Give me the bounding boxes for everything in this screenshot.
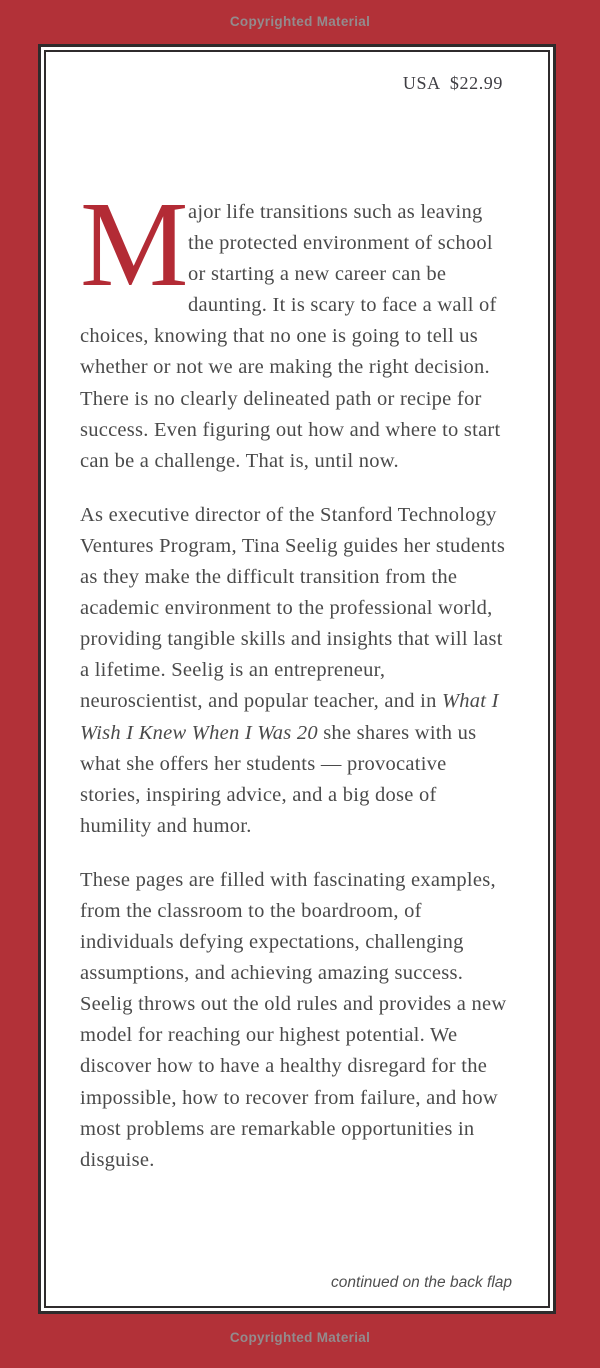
paragraph-1	[80, 177, 512, 477]
price-label: USA $22.99	[402, 73, 503, 93]
flap-panel	[38, 44, 556, 1314]
dropcap-letter: M	[80, 177, 189, 312]
continued-note: continued on the back flap	[331, 1274, 512, 1291]
copyrighted-material-top: Copyrighted Material	[229, 14, 371, 29]
flap-body-text	[80, 177, 512, 1199]
copyrighted-material-bottom: Copyrighted Material	[229, 1330, 371, 1345]
paragraph-3: These pages are filled with fascinating examples, from the classroom to the boardroom, of individuals defying expectations, challenging assumptions, and achieving amazing success. Seelig throws out the old rules and provides a new model for reaching our highest potential. We discover how to have a healthy disregard for the impossible, how to recover from failure, and how most problems are remarkable opportunities in disguise.	[80, 868, 507, 1171]
paragraph-1-text: ajor life transitions such as leaving the protected environment of school or starting a new career can be daunting. It is scary to face a wall of choices, knowing that no one is going to tell us whether or not we are making the right decision. There is no clearly delineated path or recipe for success. Even figuring out how and where to start can be a challenge. That is, until now.	[80, 201, 501, 472]
flap-panel-inner	[44, 50, 550, 1308]
paragraph-2: As executive director of the Stanford Technology Ventures Program, Tina Seelig guides her students as they make the difficult transition from the academic environment to the professional world, providing tangible skills and insights that will last a lifetime. Seelig is an entrepreneur, neuroscientist, and popular teacher, and in What I Wish I Knew When I Was 20 she shares with us what she offers her students — provocative stories, inspiring advice, and a big dose of humility and humor.	[80, 503, 506, 837]
